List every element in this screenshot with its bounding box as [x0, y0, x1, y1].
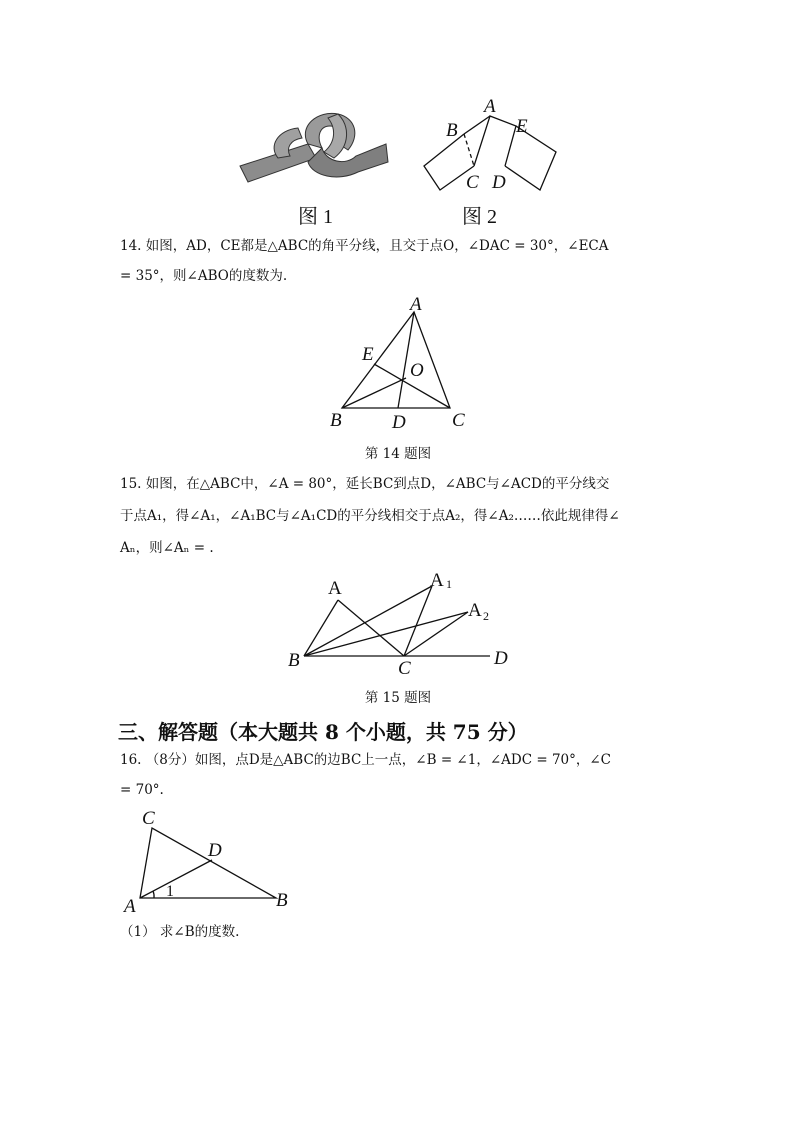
q14-label-E: E — [362, 344, 374, 365]
q14-text-line1: 14. 如图，AD，CE都是△ABC的角平分线，且交于点O，∠DAC = 30°，∠ECA — [120, 238, 609, 254]
q15-bisector-diagram — [284, 566, 524, 678]
figure-q16-triangle — [120, 804, 300, 916]
q15-label-A1: A — [430, 570, 444, 591]
q14-label-C: C — [452, 410, 465, 431]
figure-folded-strip — [410, 96, 570, 196]
fig2-label-A: A — [484, 96, 496, 117]
knot-illustration — [238, 106, 390, 186]
figure-q14-triangle — [326, 296, 476, 434]
fig2-label-D: D — [492, 172, 506, 193]
figure-knot — [238, 106, 390, 186]
folded-strip-diagram — [410, 96, 570, 196]
q16-part1: （1） 求∠B的度数. — [120, 924, 240, 940]
q16-label-C: C — [142, 808, 155, 829]
q15-text-line2: 于点A₁，得∠A₁，∠A₁BC与∠A₁CD的平分线相交于点A₂，得∠A₂……依此规律得∠ — [120, 508, 620, 524]
q16-label-B: B — [276, 890, 288, 911]
q15-label-A1-sub: 1 — [446, 577, 452, 591]
q16-label-A: A — [124, 896, 136, 917]
q14-label-B: B — [330, 410, 342, 431]
q15-text-line1: 15. 如图，在△ABC中，∠A = 80°，延长BC到点D，∠ABC与∠ACD的平分线交 — [120, 476, 610, 492]
fig2-label-C: C — [466, 172, 479, 193]
q14-text-line2: = 35°，则∠ABO的度数为. — [120, 268, 288, 284]
q16-text-line1: 16. （8分）如图，点D是△ABC的边BC上一点，∠B = ∠1，∠ADC = 70°，∠C — [120, 752, 612, 768]
q16-label-D: D — [208, 840, 222, 861]
q14-figure-caption: 第 14 题图 — [364, 446, 432, 462]
q15-label-C: C — [398, 658, 411, 679]
q16-triangle-diagram — [120, 804, 300, 916]
q14-label-A: A — [410, 294, 422, 315]
q16-label-angle-1: 1 — [166, 883, 174, 900]
figure-2-caption: 图 2 — [462, 206, 497, 228]
q16-text-line2: = 70°. — [120, 782, 164, 798]
q14-label-D: D — [392, 412, 406, 433]
q15-text-line3: Aₙ，则∠Aₙ = . — [120, 540, 214, 556]
fig2-label-B: B — [446, 120, 458, 141]
q15-label-A2-sub: 2 — [483, 609, 489, 623]
fig2-label-E: E — [516, 116, 528, 137]
figure-1-caption: 图 1 — [298, 206, 333, 228]
q15-label-B: B — [288, 650, 300, 671]
q15-label-A: A — [328, 578, 342, 599]
q15-label-A2: A — [468, 600, 482, 621]
section-3-heading: 三、解答题（本大题共 8 个小题，共 75 分） — [118, 720, 528, 744]
figure-q15-triangle — [284, 566, 524, 678]
q15-label-D: D — [494, 648, 508, 669]
q14-label-O: O — [410, 360, 424, 381]
q15-figure-caption: 第 15 题图 — [364, 690, 432, 706]
q14-triangle-diagram — [326, 296, 476, 434]
